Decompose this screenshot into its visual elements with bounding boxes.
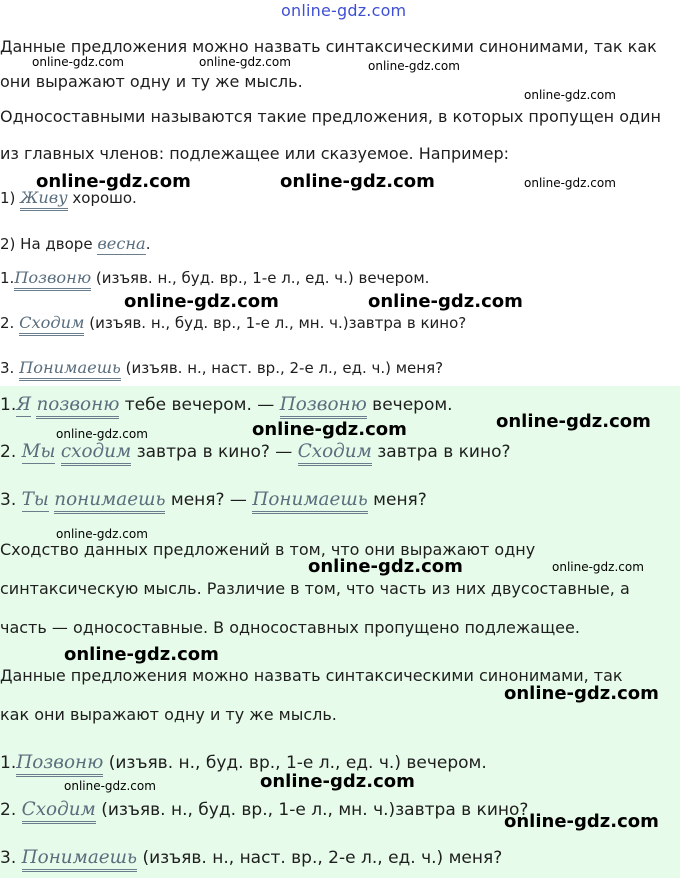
watermark: online-gdz.com [124, 291, 279, 312]
example-predicate: Живу [20, 188, 67, 211]
item-analysis: (изъяв. н., буд. вр., 1-е л., ед. ч.) вечером. [108, 753, 487, 773]
item-analysis: (изъяв. н., буд. вр., 1-е л., ед. ч.) вечером. [95, 269, 430, 287]
pair-verb-2: Позвоню [280, 394, 367, 419]
p3-line1: Сходство данных предложений в том, что они выражают одну [0, 540, 536, 559]
p1-line2: они выражают одну и ту же мысль. [0, 72, 303, 91]
watermark: online-gdz.com [36, 171, 191, 192]
pair-verb-2: Сходим [298, 441, 372, 466]
item-verb: Понимаешь [22, 847, 137, 872]
p2-line1: Односоставными называются такие предложения, в которых пропущен один [0, 107, 661, 126]
example-subject: весна [97, 234, 146, 253]
watermark: online-gdz.com [56, 527, 148, 541]
example-1 [0, 190, 137, 206]
list2-item [0, 801, 528, 819]
watermark: online-gdz.com [32, 55, 124, 69]
pair-subject: Ты [21, 489, 49, 510]
example-rest: хорошо. [72, 189, 137, 207]
watermark: online-gdz.com [524, 176, 616, 190]
item-verb: Позвоню [14, 268, 91, 291]
item-analysis: (изъяв. н., буд. вр., 1-е л., мн. ч.)завтра в кино? [89, 314, 467, 332]
pair-item [0, 396, 453, 414]
site-logo[interactable]: online-gdz.com [281, 1, 407, 20]
watermark: online-gdz.com [64, 779, 156, 793]
list1-item [0, 315, 466, 331]
watermark: online-gdz.com [552, 560, 644, 574]
watermark: online-gdz.com [368, 291, 523, 312]
item-number: 1. [0, 395, 17, 415]
p3-line3: часть — односоставные. В односоставных пропущено подлежащее. [0, 618, 580, 637]
item-verb: Позвоню [16, 752, 103, 777]
item-analysis: (изъяв. н., буд. вр., 1-е л., мн. ч.)завтра в кино? [101, 800, 529, 820]
watermark: online-gdz.com [496, 411, 651, 432]
watermark: online-gdz.com [308, 556, 463, 577]
item-number: 1. [0, 753, 17, 773]
example-2 [0, 236, 151, 252]
watermark: online-gdz.com [524, 88, 616, 102]
item-verb: Сходим [19, 313, 84, 336]
item-analysis: (изъяв. н., наст. вр., 2-е л., ед. ч.) меня? [125, 359, 444, 377]
watermark: online-gdz.com [260, 771, 415, 792]
pair-verb: позвоню [36, 394, 119, 419]
watermark: online-gdz.com [56, 427, 148, 441]
pair-end: вечером. [372, 395, 453, 415]
item-number: 2. [0, 800, 17, 820]
item-number: 2. [0, 314, 15, 332]
p1-line1: Данные предложения можно назвать синтаксическими синонимами, так как [0, 37, 657, 56]
pair-subject: Мы [21, 441, 56, 462]
watermark: online-gdz.com [504, 683, 659, 704]
pair-verb-2: Понимаешь [252, 489, 367, 514]
p4-line2: как они выражают одну и ту же мысль. [0, 705, 337, 724]
pair-item [0, 491, 427, 509]
watermark: online-gdz.com [252, 419, 407, 440]
watermark: online-gdz.com [64, 644, 219, 665]
pair-end: завтра в кино? [377, 442, 511, 462]
pair-middle: меня? — [170, 490, 247, 510]
item-number: 3. [0, 490, 17, 510]
list1-item [0, 360, 443, 376]
item-analysis: (изъяв. н., наст. вр., 2-е л., ед. ч.) меня? [142, 848, 503, 868]
watermark: online-gdz.com [368, 59, 460, 73]
item-verb: Сходим [22, 799, 96, 824]
list1-item [0, 270, 429, 286]
example-rest: . [145, 235, 151, 253]
pair-verb: понимаешь [54, 489, 165, 514]
pair-subject: Я [16, 394, 32, 415]
pair-end: меня? [373, 490, 427, 510]
list2-item [0, 849, 502, 867]
watermark: online-gdz.com [504, 811, 659, 832]
p3-line2: синтаксическую мысль. Различие в том, что часть из них двусоставные, а [0, 579, 630, 598]
p2-line2: из главных членов: подлежащее или сказуемое. Например: [0, 144, 510, 163]
pair-middle: завтра в кино? — [136, 442, 293, 462]
item-number: 2. [0, 442, 17, 462]
watermark: online-gdz.com [280, 171, 435, 192]
p4-line1: Данные предложения можно назвать синтаксическими синонимами, так [0, 666, 623, 685]
example-number: 2) На дворе [0, 235, 93, 253]
pair-verb: сходим [61, 441, 131, 466]
example-number: 1) [0, 189, 16, 207]
item-number: 3. [0, 359, 15, 377]
item-number: 3. [0, 848, 17, 868]
item-verb: Понимаешь [19, 358, 121, 381]
watermark: online-gdz.com [199, 55, 291, 69]
item-number: 1. [0, 269, 15, 287]
pair-middle: тебе вечером. — [124, 395, 275, 415]
list2-item [0, 754, 487, 772]
pair-item [0, 443, 511, 461]
